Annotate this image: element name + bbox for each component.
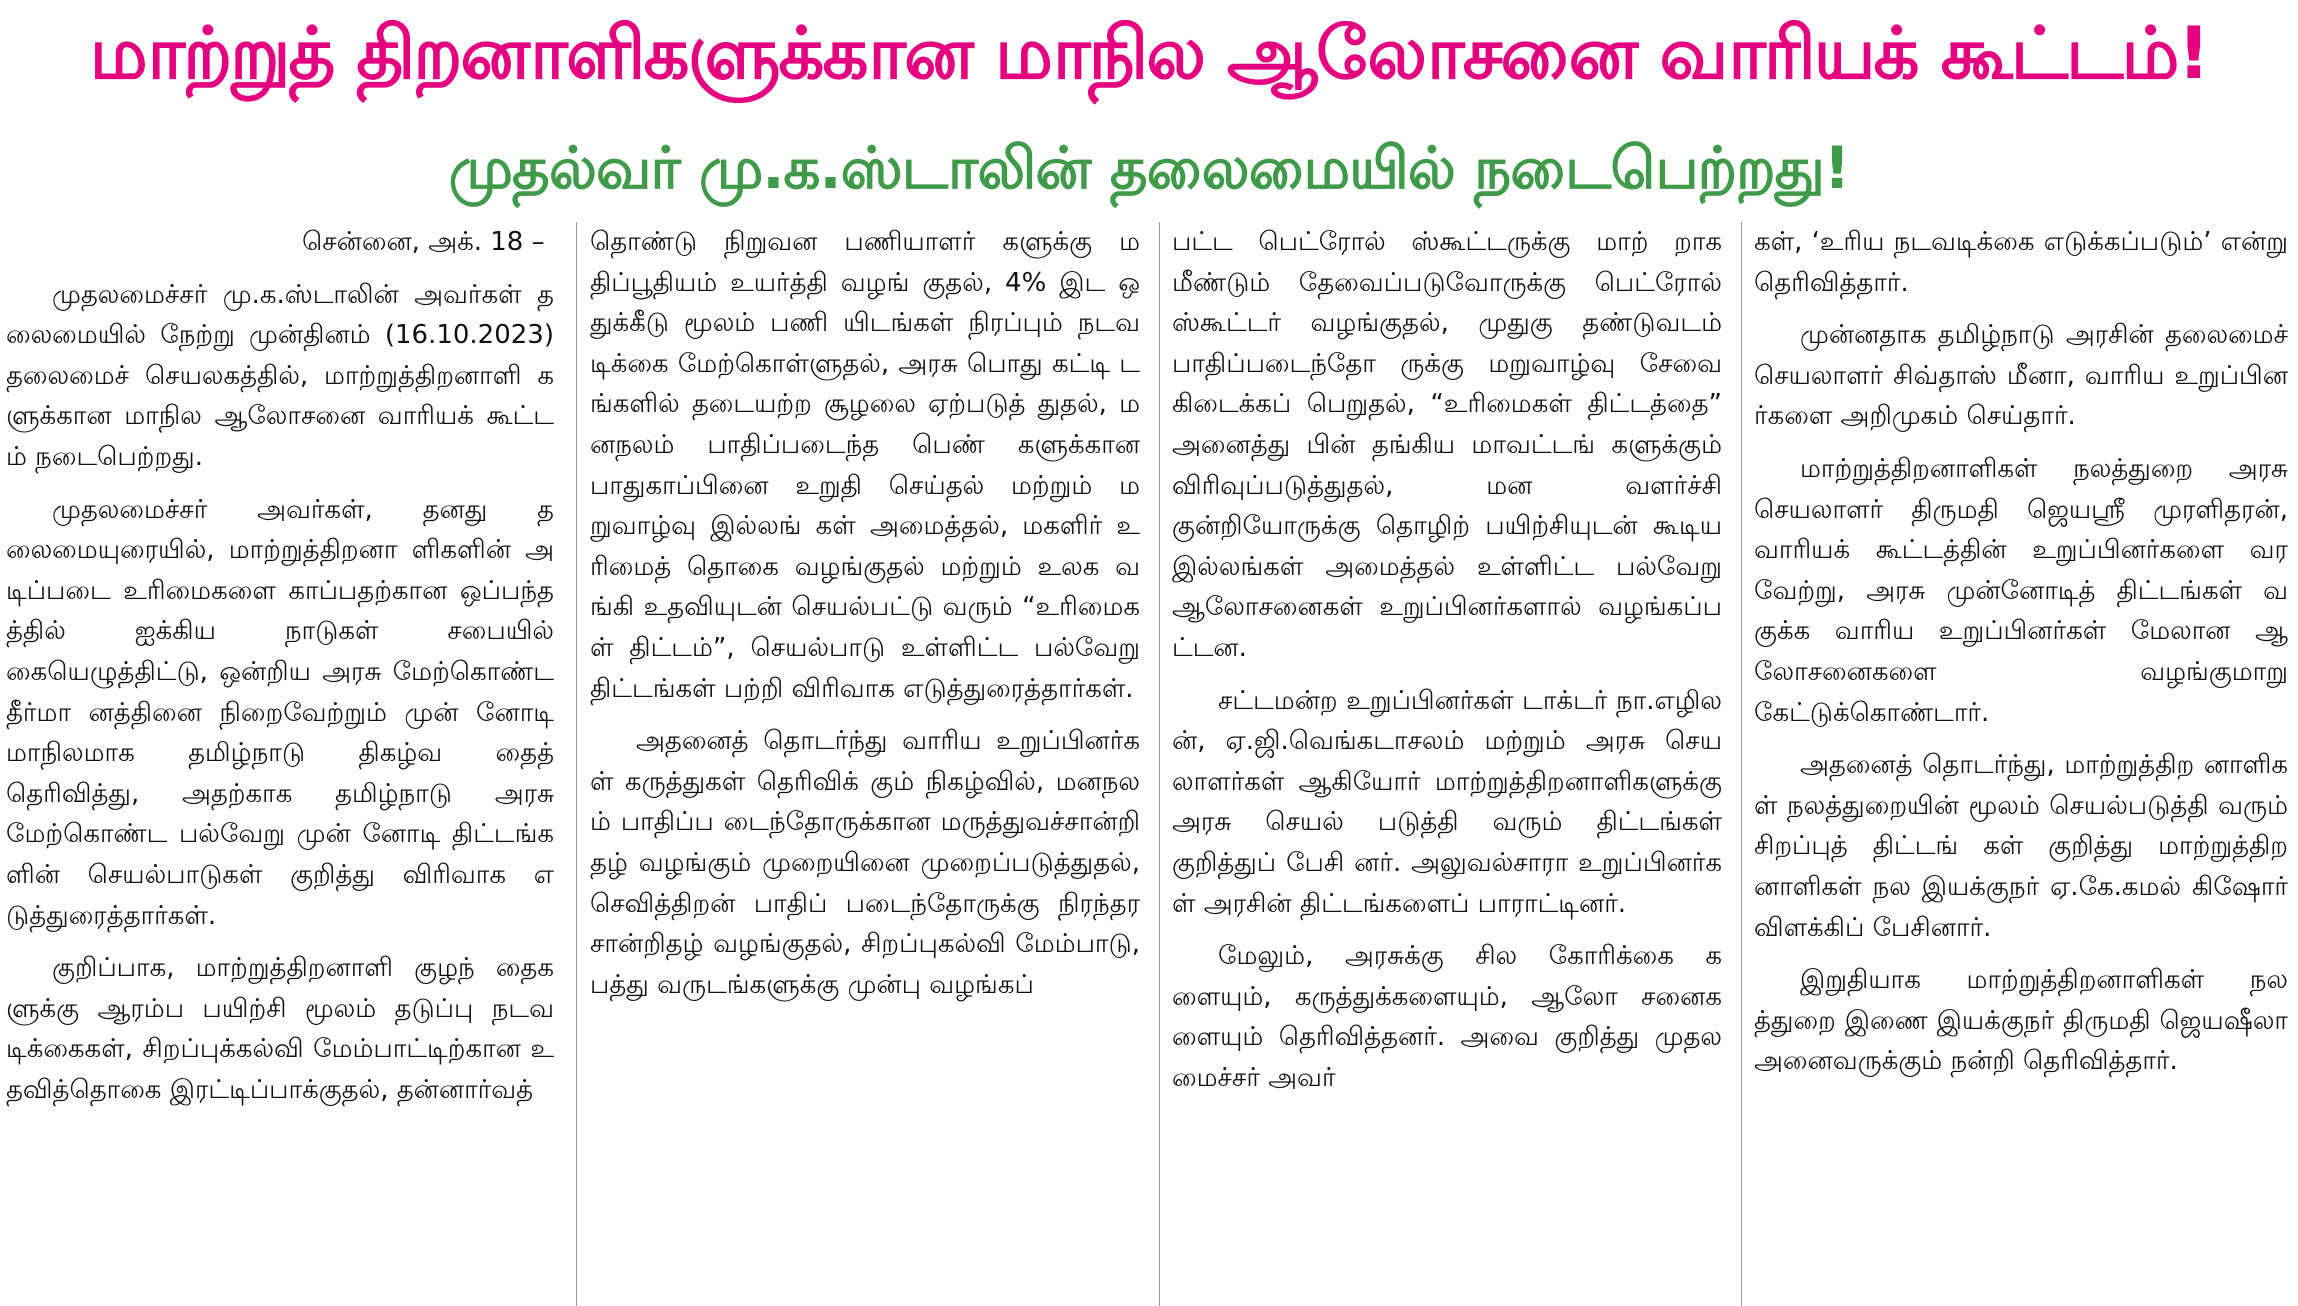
paragraph: அதனைத் தொடர்ந்து வாரிய உறுப்பினர்கள் கருத்துகள் தெரிவிக் கும் நிகழ்வில், மனநலம் பாதிப்ப டைந்தோருக்கான மருத்துவச்சான்றி தழ் வழங்கும் முறையினை முறைப்படுத்துதல், செவித்திறன் பாதிப் படைந்தோருக்கு நிரந்தர சான்றிதழ் வழங்குதல், சிறப்புகல்வி மேம்பாடு, பத்து வருடங்களுக்கு முன்பு வழங்கப் <box>590 726 1140 1000</box>
paragraph: இறுதியாக மாற்றுத்திறனாளிகள் நலத்துறை இணை இயக்குநர் திருமதி ஜெயஷீலா அனைவருக்கும் நன்றி தெரிவித்தார். <box>1754 965 2288 1077</box>
column-rule <box>1159 222 1160 1306</box>
paragraph: தொண்டு நிறுவன பணியாளர் களுக்கு மதிப்பூதியம் உயர்த்தி வழங் குதல், 4% இட ஒதுக்கீடு மூலம் பணி யிடங்கள் நிரப்பும் நடவடிக்கை மேற்கொள்ளுதல், அரசு பொது கட்டி டங்களில் தடையற்ற சூழலை ஏற்படுத் துதல், மனநலம் பாதிப்படைந்த பெண் களுக்கான பாதுகாப்பினை உறுதி செய்தல் மற்றும் மறுவாழ்வு இல்லங் கள் அமைத்தல், மகளிர் உரிமைத் தொகை வழங்குதல் மற்றும் உலக வங்கி உதவியுடன் செயல்பட்டு வரும் “உரிமைகள் திட்டம்”, செயல்பாடு உள்ளிட்ட பல்வேறு திட்டங்கள் பற்றி விரிவாக எடுத்துரைத்தார்கள். <box>590 227 1140 704</box>
column-rule <box>576 222 577 1306</box>
paragraph: சட்டமன்ற உறுப்பினர்கள் டாக்டர் நா.எழிலன், ஏ.ஜி.வெங்கடாசலம் மற்றும் அரசு செயலாளர்கள் ஆகியோர் மாற்றுத்திறனாளிகளுக்கு அரசு செயல் படுத்தி வரும் திட்டங்கள் குறித்துப் பேசி னர். அலுவல்சாரா உறுப்பினர்கள் அரசின் திட்டங்களைப் பாராட்டினர். <box>1172 685 1722 919</box>
subheadline: முதல்வர் மு.க.ஸ்டாலின் தலைமையில் நடைபெற்றது! <box>448 134 1850 202</box>
paragraph: அதனைத் தொடர்ந்து, மாற்றுத்திற னாளிகள் நலத்துறையின் மூலம் செயல்படுத்தி வரும் சிறப்புத் திட்டங் கள் குறித்து மாற்றுத்திறனாளிகள் நல இயக்குநர் ஏ.கே.கமல் கிஷோர் விளக்கிப் பேசினார். <box>1754 750 2288 943</box>
paragraph: பட்ட பெட்ரோல் ஸ்கூட்டருக்கு மாற் றாக மீண்டும் தேவைப்படுவோருக்கு பெட்ரோல் ஸ்கூட்டர் வழங்குதல், முதுகு தண்டுவடம் பாதிப்படைந்தோ ருக்கு மறுவாழ்வு சேவை கிடைக்கப் பெறுதல், “உரிமைகள் திட்டத்தை” அனைத்து பின் தங்கிய மாவட்டங் களுக்கும் விரிவுப்படுத்துதல், மன வளர்ச்சி குன்றியோருக்கு தொழிற் பயிற்சியுடன் கூடிய இல்லங்கள் அமைத்தல் உள்ளிட்ட பல்வேறு ஆலோசனைகள் உறுப்பினர்களால் வழங்கப்பட்டன. <box>1172 227 1722 663</box>
column-1 <box>6 222 554 1306</box>
paragraph: முன்னதாக தமிழ்நாடு அரசின் தலைமைச் செயலாளர் சிவ்தாஸ் மீனா, வாரிய உறுப்பினர்களை அறிமுகம் செய்தார். <box>1754 320 2288 432</box>
column-rule <box>1741 222 1742 1306</box>
headline: மாற்றுத் திறனாளிகளுக்கான மாநில ஆலோசனை வாரியக் கூட்டம்! <box>89 11 2209 95</box>
column-4 <box>1754 222 2288 1306</box>
paragraph: மாற்றுத்திறனாளிகள் நலத்துறை அரசு செயலாளர் திருமதி ஜெயஸ்ரீ முரளிதரன், வாரியக் கூட்டத்தின் உறுப்பினர்களை வரவேற்று, அரசு முன்னோடித் திட்டங்கள் வகுக்க வாரிய உறுப்பினர்கள் மேலான ஆலோசனைகளை வழங்குமாறு கேட்டுக்கொண்டார். <box>1754 453 2288 728</box>
column-3 <box>1172 222 1722 1306</box>
dateline: சென்னை, அக். 18 – <box>302 227 545 257</box>
article-body <box>6 222 2292 1306</box>
paragraph: முதலமைச்சர் அவர்கள், தனது தலைமையுரையில், மாற்றுத்திறனா ளிகளின் அடிப்படை உரிமைகளை காப்பதற்கான ஒப்பந்தத்தில் ஐக்கிய நாடுகள் சபையில் கையெழுத்திட்டு, ஒன்றிய அரசு மேற்கொண்ட தீர்மா னத்தினை நிறைவேற்றும் முன் னோடி மாநிலமாக தமிழ்நாடு திகழ்வ தைத் தெரிவித்து, அதற்காக தமிழ்நாடு அரசு மேற்கொண்ட பல்வேறு முன் னோடி திட்டங்களின் செயல்பாடுகள் குறித்து விரிவாக எடுத்துரைத்தார்கள். <box>6 494 554 931</box>
paragraph: மேலும், அரசுக்கு சில கோரிக்கை களையும், கருத்துக்களையும், ஆலோ சனைகளையும் தெரிவித்தனர். அவை குறித்து முதலமைச்சர் அவர் <box>1172 941 1722 1093</box>
column-2 <box>590 222 1140 1306</box>
paragraph: குறிப்பாக, மாற்றுத்திறனாளி குழந் தைகளுக்கு ஆரம்ப பயிற்சி மூலம் தடுப்பு நடவடிக்கைகள், சிறப்புக்கல்வி மேம்பாட்டிற்கான உதவித்தொகை இரட்டிப்பாக்குதல், தன்னார்வத் <box>6 953 554 1105</box>
paragraph: முதலமைச்சர் மு.க.ஸ்டாலின் அவர்கள் தலைமையில் நேற்று முன்தினம் (16.10.2023) தலைமைச் செயலகத்தில், மாற்றுத்திறனாளி களுக்கான மாநில ஆலோசனை வாரியக் கூட்டம் நடைபெற்றது. <box>6 279 554 472</box>
paragraph: கள், ‘உரிய நடவடிக்கை எடுக்கப்படும்’ என்று தெரிவித்தார். <box>1754 227 2288 298</box>
